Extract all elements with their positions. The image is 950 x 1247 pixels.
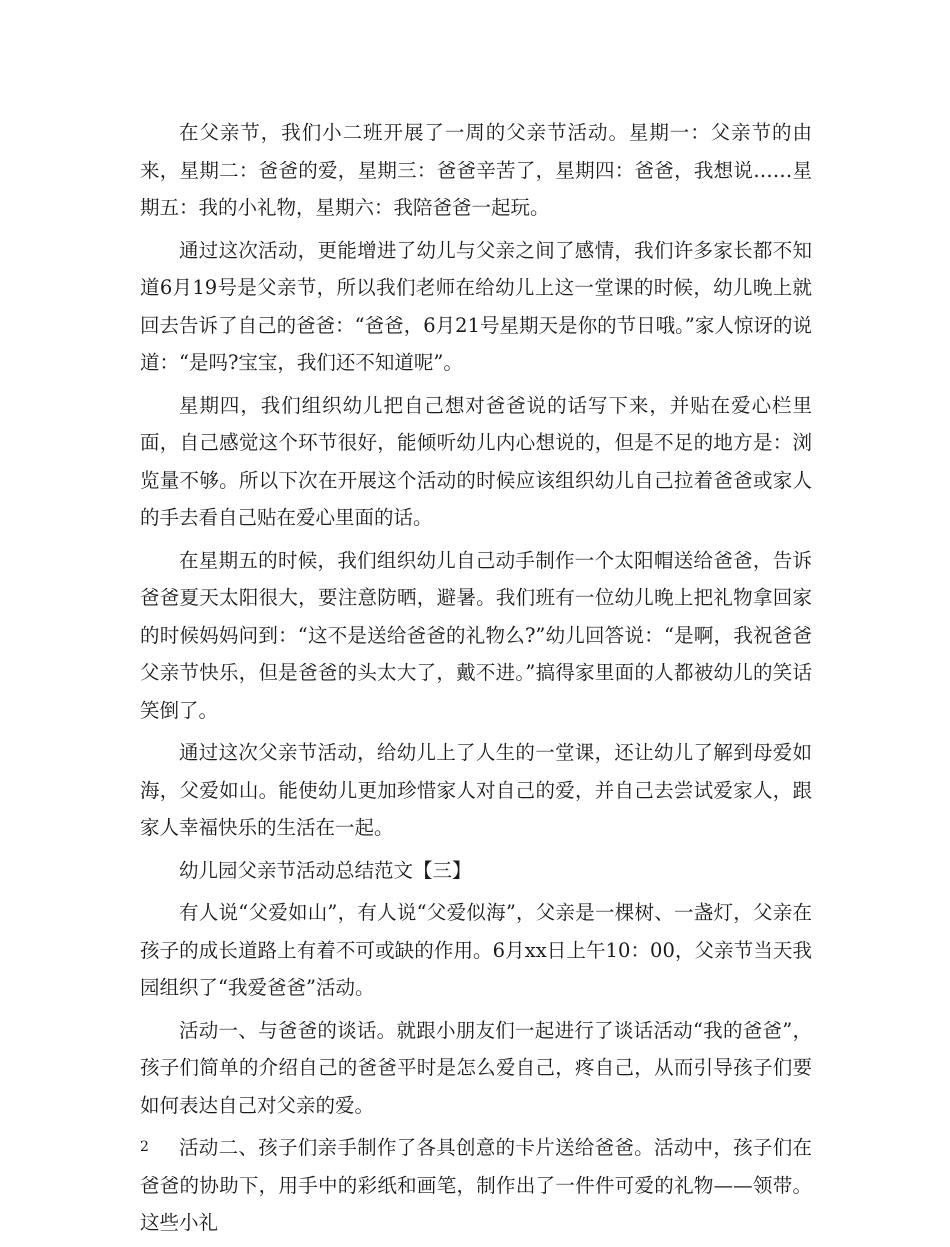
paragraph: 有人说“父爱如山”，有人说“父爱似海”，父亲是一棵树、一盏灯，父亲在孩子的成长道路上有着不可或缺的作用。6月xx日上午10：00，父亲节当天我园组织了“我爱爸爸”活动。: [140, 901, 812, 999]
page-number: 2: [140, 1139, 149, 1155]
paragraph: 通过这次父亲节活动，给幼儿上了人生的一堂课，还让幼儿了解到母爱如海，父爱如山。能使幼儿更加珍惜家人对自己的爱，并自己去尝试爱家人，跟家人幸福快乐的生活在一起。: [140, 741, 812, 839]
paragraph: 星期四，我们组织幼儿把自己想对爸爸说的话写下来，并贴在爱心栏里面，自己感觉这个环节很好，能倾听幼儿内心想说的，但是不足的地方是：浏览量不够。所以下次在开展这个活动的时候应该组织幼儿自己拉着爸爸或家人的手去看自己贴在爱心里面的话。: [140, 393, 812, 529]
document-body: [140, 114, 812, 1247]
paragraph: 活动二、孩子们亲手制作了各具创意的卡片送给爸爸。活动中，孩子们在爸爸的协助下，用手中的彩纸和画笔，制作出了一件件可爱的礼物——领带。这些小礼: [140, 1136, 812, 1234]
section-heading: 幼儿园父亲节活动总结范文【三】: [179, 858, 472, 882]
paragraph: 在星期五的时候，我们组织幼儿自己动手制作一个太阳帽送给爸爸，告诉爸爸夏天太阳很大，要注意防晒，避暑。我们班有一位幼儿晚上把礼物拿回家的时候妈妈问到：“这不是送给爸爸的礼物么?”幼儿回答说：“是啊，我祝爸爸父亲节快乐，但是爸爸的头太大了，戴不进。”搞得家里面的人都被幼儿的笑话笑倒了。: [140, 548, 812, 722]
paragraph: 活动一、与爸爸的谈话。就跟小朋友们一起进行了谈话活动“我的爸爸”，孩子们简单的介绍自己的爸爸平时是怎么爱自己，疼自己，从而引导孩子们要如何表达自己对父亲的爱。: [140, 1018, 812, 1117]
paragraph: 在父亲节，我们小二班开展了一周的父亲节活动。星期一：父亲节的由来，星期二：爸爸的爱，星期三：爸爸辛苦了，星期四：爸爸，我想说……星期五：我的小礼物，星期六：我陪爸爸一起玩。: [140, 121, 812, 219]
paragraph: 通过这次活动，更能增进了幼儿与父亲之间了感情，我们许多家长都不知道6月19号是父亲节，所以我们老师在给幼儿上这一堂课的时候，幼儿晚上就回去告诉了自己的爸爸：“爸爸，6月21号星期天是你的节日哦。”家人惊讶的说道：“是吗?宝宝，我们还不知道呢”。: [140, 238, 812, 374]
